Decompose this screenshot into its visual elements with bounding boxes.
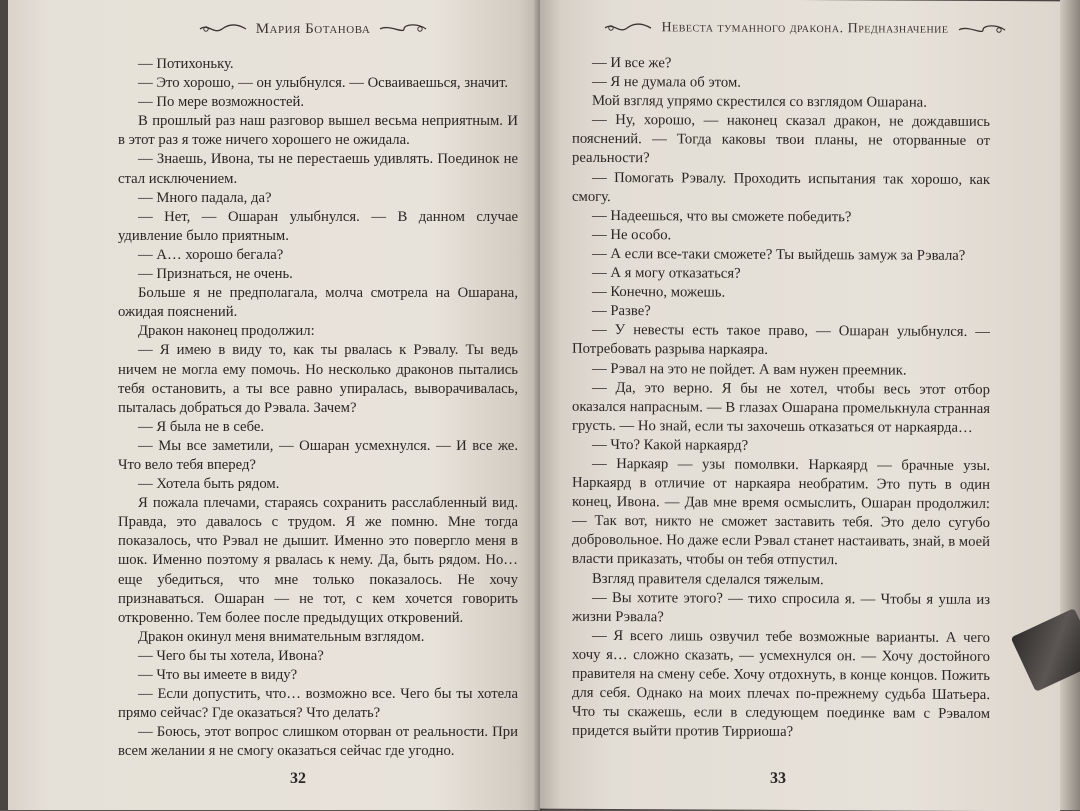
paragraph: — И все же? [592, 54, 672, 72]
paragraph: Больше я не предполагала, молча смотрела на Ошарана, ожидая пояснений. [118, 285, 518, 321]
paragraph: — Я всего лишь озвучил тебе возможные варианты. А чего хочу я… сложно сказать, — усмехнулся он. — Хочу достойного правителя на смену себе. Хочу отдохнуть, в конце концов. Пожить для себя. Однако на моих плечах по-прежнему судьба Шатьера. Что ты скажешь, если в следующем поединке вам с Рэвалом придется выйти против Тирриоша? [572, 627, 990, 741]
paragraph: — Наркаяр — узы помолвки. Наркаярд — брачные узы. Наркаярд в отличие от наркаяра необратим. Это путь в один конец, Ивона. — Дав мне время осмыслить, Ошаран продолжил: — Так вот, никто не сможет заставить тебя. Это дело сугубо добровольное. Но даже если Рэвал станет настаивать, знай, в моей власти приказать, чтобы он тебя отпустил. [572, 455, 990, 569]
paragraph: — Знаешь, Ивона, ты не перестаешь удивлять. Поединок не стал исключением. [118, 151, 518, 187]
paragraph: Взгляд правителя сделался тяжелым. [592, 570, 824, 588]
paragraph: — Что? Какой наркаярд? [592, 436, 749, 454]
paragraph: — Если допустить, что… возможно все. Чего бы ты хотела прямо сейчас? Где оказаться? Что делать? [118, 686, 518, 722]
page-number-right: 33 [770, 769, 786, 787]
paragraph: — А если все-таки сможете? Ты выйдешь замуж за Рэвала? [592, 245, 966, 264]
paragraph: — Много падала, да? [138, 189, 272, 206]
paragraph: — Надеешься, что вы сможете победить? [592, 207, 852, 226]
page-number-left: 32 [290, 770, 306, 787]
paragraph: — Хотела быть рядом. [138, 476, 280, 493]
ornament-left-icon [198, 22, 248, 36]
paragraph: — Это хорошо, — он улыбнулся. — Осваиваешься, значит. [138, 75, 509, 92]
left-page [8, 0, 540, 810]
paragraph: — А… хорошо бегала? [138, 246, 284, 263]
paragraph: — У невесты есть такое право, — Ошаран улыбнулся. — Потребовать разрыва наркаяра. [572, 322, 990, 359]
paragraph: — Я была не в себе. [138, 418, 265, 435]
paragraph: Мой взгляд упрямо скрестился со взглядом Ошарана. [592, 93, 927, 111]
paragraph: Дракон окинул меня внимательным взглядом. [138, 628, 425, 645]
paragraph: — Мы все заметили, — Ошаран усмехнулся. — И все же. Что вело тебя вперед? [118, 437, 518, 473]
paragraph: — Потихоньку. [138, 56, 234, 72]
paragraph: — Разве? [592, 303, 651, 320]
left-running-header [173, 14, 453, 44]
paragraph: — Помогать Рэвалу. Проходить испытания так хорошо, как смогу. [572, 169, 990, 205]
paragraph: — Не особо. [592, 226, 672, 244]
paragraph: — Признаться, не очень. [138, 266, 293, 283]
ornament-left-icon [603, 21, 653, 35]
paragraph: — Рэвал на это не пойдет. А вам нужен преемник. [592, 360, 907, 379]
paragraph: — А я могу отказаться? [592, 264, 741, 282]
book-title: Невеста туманного дракона. Предназначение [661, 20, 949, 37]
paragraph: Дракон наконец продолжил: [138, 323, 315, 340]
paragraph: — Да, это верно. Я бы не хотел, чтобы весь этот отбор оказался напрасным. — В глазах Ошарана промелькнула странная грусть. — Но знай, если ты захочешь отказаться от наркаярда… [572, 379, 990, 436]
paragraph: — Боюсь, этот вопрос слишком оторван от реальности. При всем желании я не смогу оказаться сейчас где угодно. [118, 724, 518, 760]
paragraph: — Вы хотите этого? — тихо спросила я. — Чтобы я ушла из жизни Рэвала? [572, 589, 990, 626]
page-edge [1060, 0, 1080, 810]
paragraph: — Я не думала об этом. [592, 74, 741, 91]
paragraph: В прошлый раз наш разговор вышел весьма неприятным. И в этот раз я тоже ничего хорошего не ожидала. [118, 113, 518, 149]
paragraph: — Нет, — Ошаран улыбнулся. — В данном случае удивление было приятным. [118, 208, 518, 244]
paragraph: Я пожала плечами, стараясь сохранить расслабленный вид. Правда, это давалось с трудом. Я же помню. Мне тогда показалось, что Рэвал не дышит. Именно это повергло меня в шок. Именно поэтому я рвалась к нему. Да, быть рядом. Но… еще убедиться, что мне только показалось. Не хочу признаваться. Ошаран — не тот, с кем хочется говорить откровенно. Тем более после предыдущих откровений. [118, 495, 518, 626]
ornament-right-icon [957, 23, 1007, 37]
paragraph: — Чего бы ты хотела, Ивона? [138, 647, 324, 664]
paragraph: — Ну, хорошо, — наконец сказал дракон, не дождавшись пояснений. — Тогда каковы твои планы, не оторванные от реальности? [572, 112, 990, 167]
paragraph: — Я имею в виду то, как ты рвалась к Рэвалу. Ты ведь ничем не могла ему помочь. Но несколько драконов пытались тебя остановить, а ты все равно упиралась, выворачивалась, пыталась добраться до Рэвала. Зачем? [118, 342, 518, 416]
left-page-body [118, 55, 518, 761]
ornament-right-icon [378, 22, 428, 36]
right-page-body [572, 54, 990, 744]
author-name: Мария Ботанова [255, 20, 371, 37]
paragraph: — Что вы имеете в виду? [138, 667, 298, 683]
right-running-header [570, 13, 1040, 45]
paragraph: — По мере возможностей. [138, 94, 305, 111]
right-page [540, 0, 1060, 811]
paragraph: — Конечно, можешь. [592, 284, 726, 301]
